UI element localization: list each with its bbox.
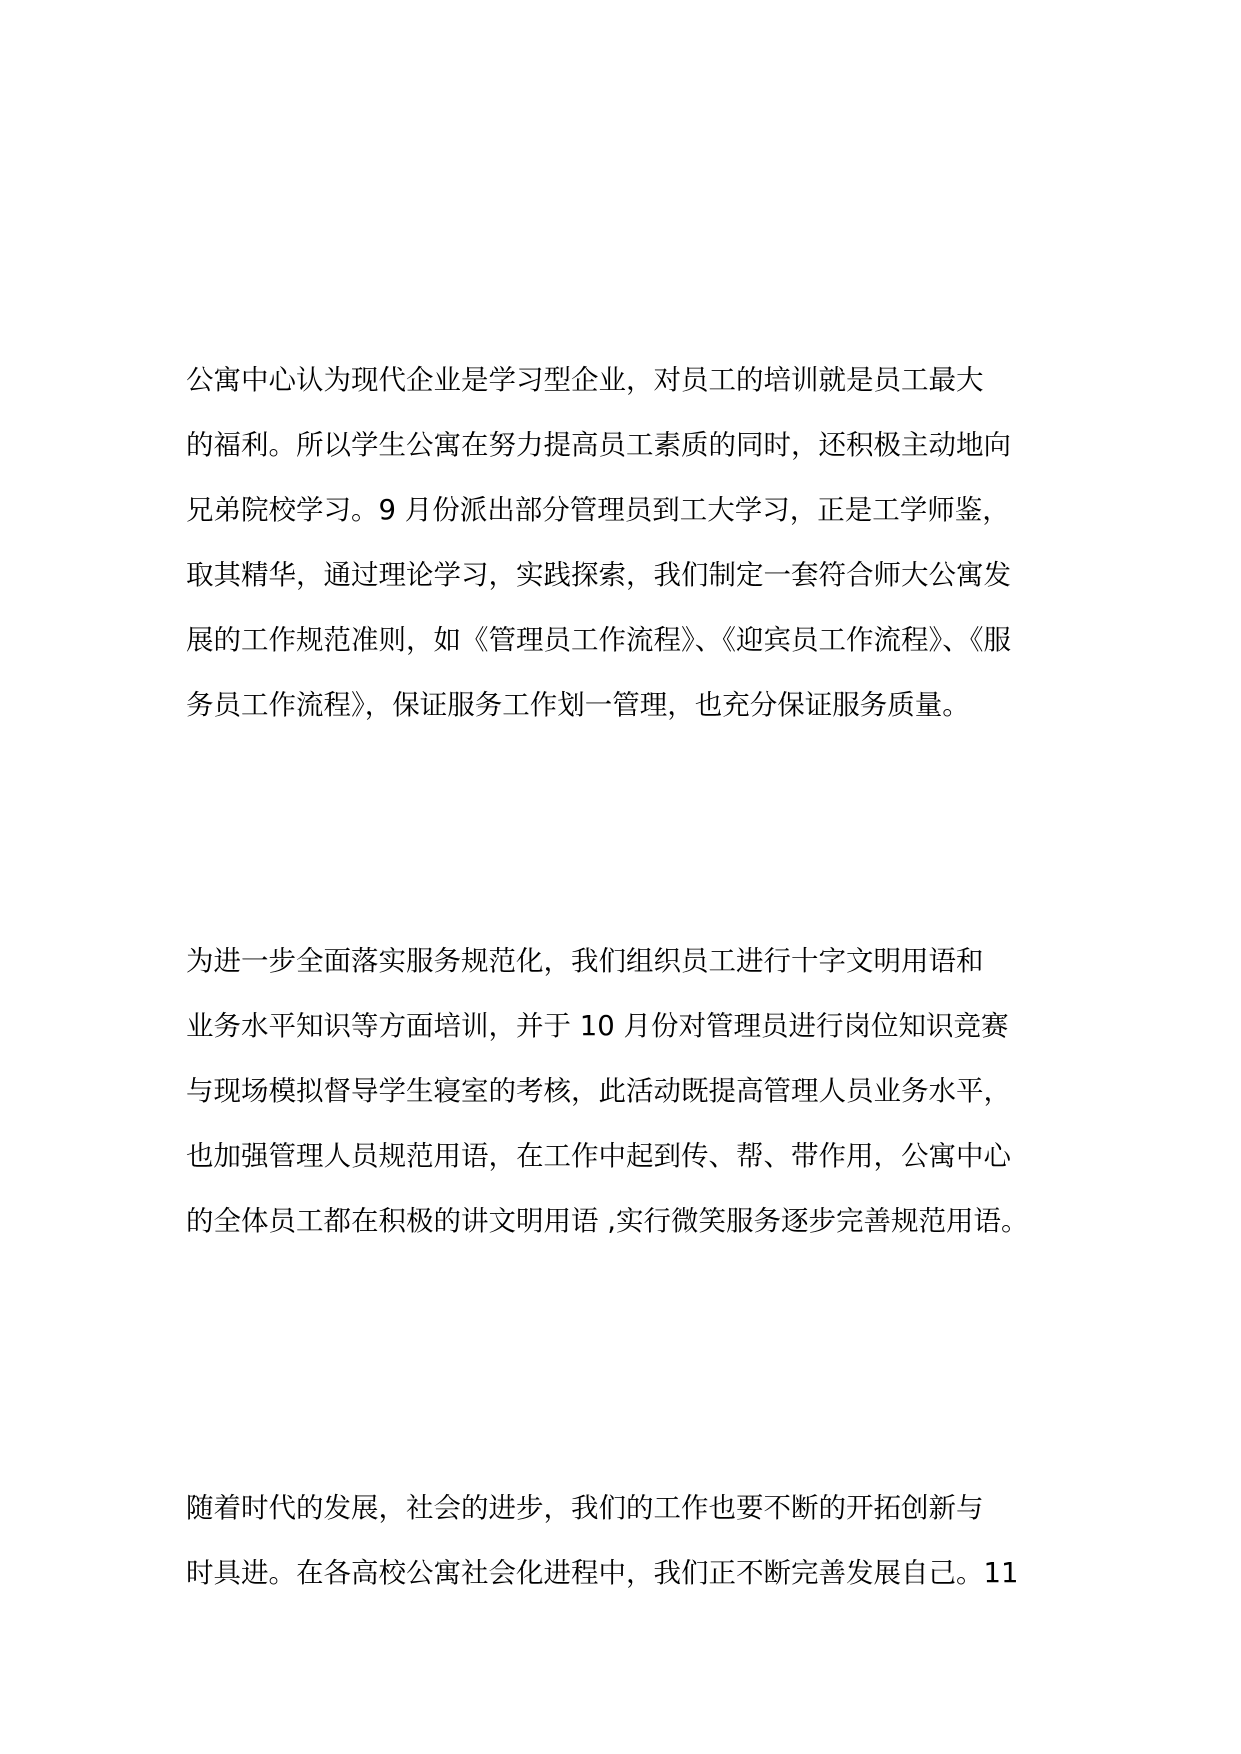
text-line: 的福利。所以学生公寓在努力提高员工素质的同时，还积极主动地向 bbox=[186, 429, 1011, 461]
paragraph-service-standardization bbox=[186, 929, 1066, 1254]
paragraph-staff-training bbox=[186, 348, 1066, 738]
text-line: 展的工作规范准则，如《管理员工作流程》、《迎宾员工作流程》、《服 bbox=[186, 624, 1011, 656]
text-line: 时具进。在各高校公寓社会化进程中，我们正不断完善发展自己。11 bbox=[186, 1557, 1019, 1589]
text-line: 的全体员工都在积极的讲文明用语 ,实行微笑服务逐步完善规范用语。 bbox=[186, 1205, 1029, 1237]
text-line: 也加强管理人员规范用语，在工作中起到传、帮、带作用，公寓中心 bbox=[186, 1140, 1011, 1172]
text-line: 业务水平知识等方面培训，并于 10 月份对管理员进行岗位知识竞赛 bbox=[186, 1010, 1009, 1042]
text-line: 务员工作流程》，保证服务工作划一管理，也充分保证服务质量。 bbox=[186, 689, 970, 721]
text-line: 与现场模拟督导学生寝室的考核，此活动既提高管理人员业务水平， bbox=[186, 1075, 1011, 1107]
text-line: 为进一步全面落实服务规范化，我们组织员工进行十字文明用语和 bbox=[186, 945, 984, 977]
paragraph-development bbox=[186, 1476, 1066, 1606]
text-line: 兄弟院校学习。9 月份派出部分管理员到工大学习，正是工学师鉴， bbox=[186, 494, 1010, 526]
text-line: 随着时代的发展，社会的进步，我们的工作也要不断的开拓创新与 bbox=[186, 1492, 984, 1524]
text-line: 公寓中心认为现代企业是学习型企业，对员工的培训就是员工最大 bbox=[186, 364, 984, 396]
text-line: 取其精华，通过理论学习，实践探索，我们制定一套符合师大公寓发 bbox=[186, 559, 1011, 591]
